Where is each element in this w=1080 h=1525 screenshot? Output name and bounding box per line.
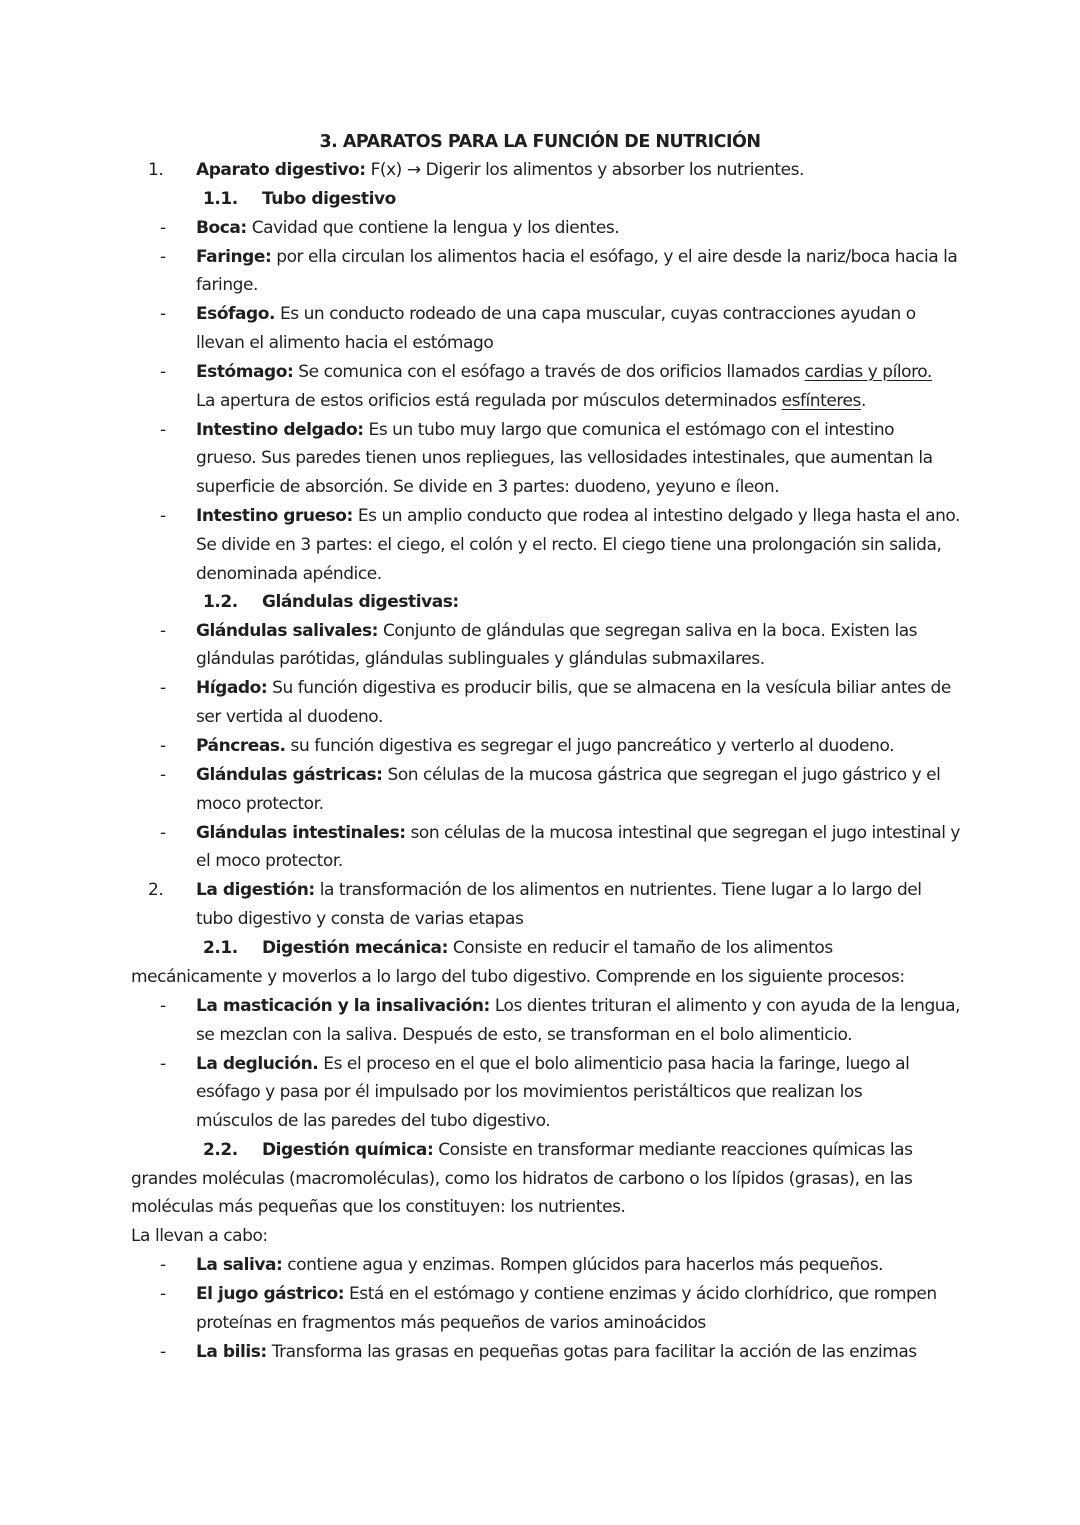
item-text: Su función digestiva es producir bilis, que se almacena en la vesícula biliar antes de: [267, 678, 951, 698]
item-label: La deglución.: [196, 1054, 319, 1074]
item-label: Boca:: [196, 218, 247, 238]
item-label: Glándulas intestinales:: [196, 823, 406, 843]
item-glandulas-salivales: [196, 620, 917, 642]
subsection-2-2-text-continued: moléculas más pequeñas que los constituyen: los nutrientes.: [131, 1197, 626, 1217]
item-intestino-delgado: [196, 419, 894, 441]
subsection-2-2-number: 2.2.: [203, 1140, 238, 1160]
subsection-1-1-heading: Tubo digestivo: [262, 189, 396, 209]
item-text: Cavidad que contiene la lengua y los dientes.: [246, 218, 620, 238]
section-1-number: 1.: [148, 160, 164, 180]
item-estomago: [196, 361, 932, 383]
bullet-dash: -: [160, 1342, 166, 1362]
section-2-text: la transformación de los alimentos en nutrientes. Tiene lugar a lo largo del: [314, 880, 922, 900]
item-faringe: [196, 246, 957, 268]
item-text-continued: glándulas parótidas, glándulas sublinguales y glándulas submaxilares.: [196, 649, 765, 669]
item-intestino-grueso: [196, 505, 960, 527]
item-higado: [196, 677, 951, 699]
item-text: Es un conducto rodeado de una capa muscular, cuyas contracciones ayudan o: [275, 304, 916, 324]
item-label: Faringe:: [196, 247, 272, 267]
bullet-dash: -: [160, 1255, 166, 1275]
item-text-continued: Se divide en 3 partes: el ciego, el colón y el recto. El ciego tiene una prolongación sin salida,: [196, 535, 942, 555]
item-text-continued: grueso. Sus paredes tienen unos repliegues, las vellosidades intestinales, que aumentan la: [196, 448, 933, 468]
item-label: La bilis:: [196, 1342, 267, 1362]
item-text-continued: [196, 390, 866, 412]
item-text: Conjunto de glándulas que segregan saliva en la boca. Existen las: [378, 621, 918, 641]
section-2-number: 2.: [148, 880, 164, 900]
item-saliva: [196, 1254, 883, 1276]
item-label: Intestino grueso:: [196, 506, 353, 526]
bullet-dash: -: [160, 621, 166, 641]
item-text-continued: ser vertida al duodeno.: [196, 707, 383, 727]
section-2-text-continued: tubo digestivo y consta de varias etapas: [196, 909, 524, 929]
item-label: Esófago.: [196, 304, 275, 324]
subsection-1-1-number: 1.1.: [203, 189, 238, 209]
item-text: Se comunica con el esófago a través de dos orificios llamados: [293, 362, 805, 382]
item-text-continued: esófago y pasa por él impulsado por los movimientos peristálticos que realizan los: [196, 1082, 863, 1102]
item-esofago: [196, 303, 916, 325]
bullet-dash: -: [160, 996, 166, 1016]
bullet-dash: -: [160, 362, 166, 382]
item-deglucion: [196, 1053, 909, 1075]
section-1-heading: [196, 159, 804, 181]
subsection-2-2-intro: La llevan a cabo:: [131, 1226, 268, 1246]
item-text: su función digestiva es segregar el jugo pancreático y verterlo al duodeno.: [285, 736, 895, 756]
subsection-1-2-heading: Glándulas digestivas:: [262, 592, 459, 612]
item-jugo-gastrico: [196, 1283, 937, 1305]
item-bilis: [196, 1341, 917, 1363]
item-text-continued: faringe.: [196, 275, 258, 295]
underlined-term: cardias y píloro.: [804, 362, 932, 382]
item-text-continued: superficie de absorción. Se divide en 3 partes: duodeno, yeyuno e íleon.: [196, 477, 780, 497]
item-text-continued: moco protector.: [196, 794, 324, 814]
item-label: Intestino delgado:: [196, 420, 364, 440]
bullet-dash: -: [160, 218, 166, 238]
subsection-2-1-text-continued: mecánicamente y moverlos a lo largo del tubo digestivo. Comprende en los siguiente procesos:: [131, 967, 905, 987]
item-masticacion: [196, 995, 960, 1017]
section-2-heading: [196, 879, 922, 901]
item-label: La saliva:: [196, 1255, 283, 1275]
subsection-2-1-heading: [262, 937, 833, 959]
bullet-dash: -: [160, 736, 166, 756]
item-text: .: [860, 391, 866, 411]
bullet-dash: -: [160, 765, 166, 785]
subsection-2-1-number: 2.1.: [203, 938, 238, 958]
item-glandulas-gastricas: [196, 764, 940, 786]
item-text-continued: músculos de las paredes del tubo digestivo.: [196, 1111, 551, 1131]
underlined-term: esfínteres: [781, 391, 861, 411]
item-text: por ella circulan los alimentos hacia el esófago, y el aire desde la nariz/boca hacia la: [271, 247, 958, 267]
item-text-continued: el moco protector.: [196, 851, 343, 871]
item-text: Los dientes trituran el alimento y con ayuda de la lengua,: [489, 996, 960, 1016]
bullet-dash: -: [160, 420, 166, 440]
item-text: son células de la mucosa intestinal que segregan el jugo intestinal y: [405, 823, 960, 843]
item-text-continued: llevan el alimento hacia el estómago: [196, 333, 494, 353]
bullet-dash: -: [160, 678, 166, 698]
subsection-2-2-heading: [262, 1139, 913, 1161]
item-label: La masticación y la insalivación:: [196, 996, 490, 1016]
bullet-dash: -: [160, 1284, 166, 1304]
item-boca: [196, 217, 619, 239]
subsection-2-1-label: Digestión mecánica:: [262, 938, 448, 958]
item-text: Transforma las grasas en pequeñas gotas para facilitar la acción de las enzimas: [266, 1342, 917, 1362]
item-text: Son células de la mucosa gástrica que segregan el jugo gástrico y el: [382, 765, 941, 785]
bullet-dash: -: [160, 304, 166, 324]
bullet-dash: -: [160, 1054, 166, 1074]
item-glandulas-intestinales: [196, 822, 960, 844]
item-text-continued: proteínas en fragmentos más pequeños de varios aminoácidos: [196, 1313, 706, 1333]
section-1-text: F(x) → Digerir los alimentos y absorber los nutrientes.: [365, 160, 804, 180]
subsection-2-2-text: Consiste en transformar mediante reacciones químicas las: [433, 1140, 913, 1160]
item-text: Es el proceso en el que el bolo alimenticio pasa hacia la faringe, luego al: [318, 1054, 910, 1074]
bullet-dash: -: [160, 247, 166, 267]
item-label: Páncreas.: [196, 736, 286, 756]
subsection-2-2-text-continued: grandes moléculas (macromoléculas), como los hidratos de carbono o los lípidos (grasas), en las: [131, 1169, 913, 1189]
item-label: Estómago:: [196, 362, 294, 382]
item-label: Hígado:: [196, 678, 268, 698]
item-text: contiene agua y enzimas. Rompen glúcidos para hacerlos más pequeños.: [282, 1255, 884, 1275]
item-label: Glándulas salivales:: [196, 621, 379, 641]
section-1-label: Aparato digestivo:: [196, 160, 366, 180]
item-label: El jugo gástrico:: [196, 1284, 345, 1304]
section-2-label: La digestión:: [196, 880, 315, 900]
bullet-dash: -: [160, 823, 166, 843]
bullet-dash: -: [160, 506, 166, 526]
page-title: 3. APARATOS PARA LA FUNCIÓN DE NUTRICIÓN: [319, 132, 761, 152]
subsection-2-1-text: Consiste en reducir el tamaño de los alimentos: [447, 938, 833, 958]
item-text: La apertura de estos orificios está regulada por músculos determinados: [196, 391, 782, 411]
item-text: Está en el estómago y contiene enzimas y ácido clorhídrico, que rompen: [344, 1284, 937, 1304]
item-pancreas: [196, 735, 894, 757]
item-label: Glándulas gástricas:: [196, 765, 383, 785]
item-text-continued: denominada apéndice.: [196, 564, 382, 584]
item-text: Es un tubo muy largo que comunica el estómago con el intestino: [363, 420, 895, 440]
item-text: Es un amplio conducto que rodea al intestino delgado y llega hasta el ano.: [352, 506, 960, 526]
item-text-continued: se mezclan con la saliva. Después de esto, se transforman en el bolo alimenticio.: [196, 1025, 853, 1045]
subsection-2-2-label: Digestión química:: [262, 1140, 434, 1160]
subsection-1-2-number: 1.2.: [203, 592, 238, 612]
